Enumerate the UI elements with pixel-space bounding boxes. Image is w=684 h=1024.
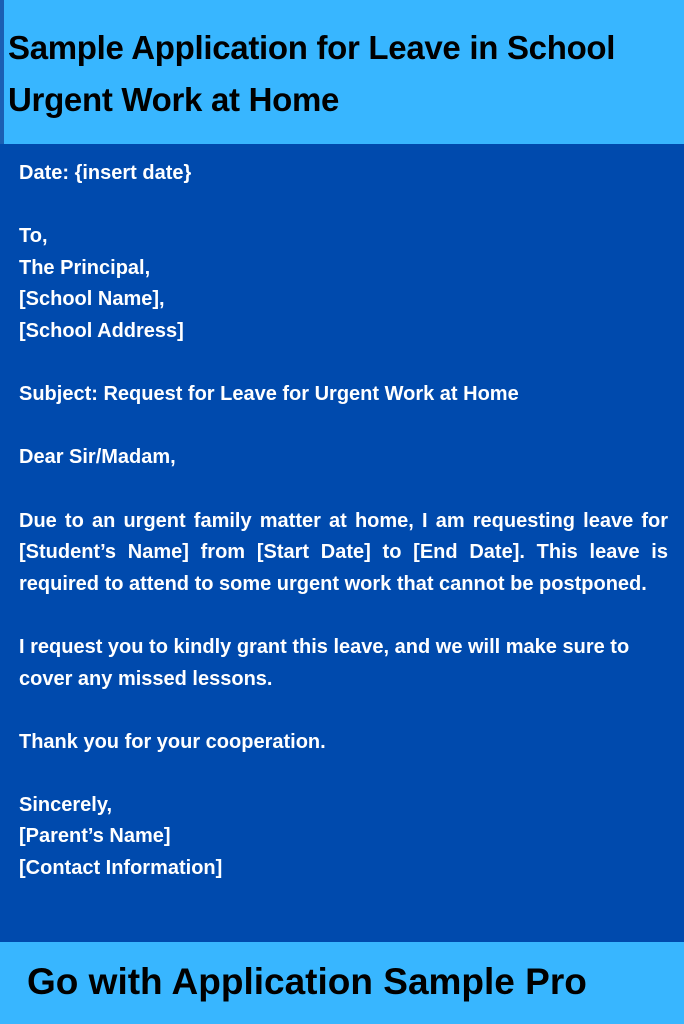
letter-parent-name: [Parent’s Name]: [19, 825, 171, 848]
page-title: [8, 22, 678, 126]
letter-closing: Sincerely,: [19, 793, 113, 816]
letter-body: [19, 158, 668, 885]
letter-paragraph-2: I request you to kindly grant this leave, and we will make sure to cover any missed lessons.: [19, 635, 630, 690]
letter-date: Date: {insert date}: [19, 162, 192, 184]
title-line-1: Sample Application for Leave in School: [8, 29, 616, 66]
letter-to: To,: [19, 225, 48, 248]
footer-text: Go with Application Sample Pro: [27, 961, 587, 1002]
title-line-2: Urgent Work at Home: [8, 81, 340, 118]
letter-school-name: [School Name],: [19, 288, 165, 311]
letter-school-address: [School Address]: [19, 319, 184, 342]
letter-paragraph-1: Due to an urgent family matter at home, I am requesting leave for [Student’s Name] from [Start Date] to [End Date]. This leave is required to attend to some urgent work that cannot be postponed.: [19, 509, 668, 595]
letter-contact: [Contact Information]: [19, 857, 223, 880]
letter-salutation: Dear Sir/Madam,: [19, 446, 176, 469]
letter-recipient: The Principal,: [19, 256, 151, 279]
letter-thanks: Thank you for your cooperation.: [19, 730, 326, 753]
letter-subject: Subject: Request for Leave for Urgent Work at Home: [19, 383, 519, 406]
